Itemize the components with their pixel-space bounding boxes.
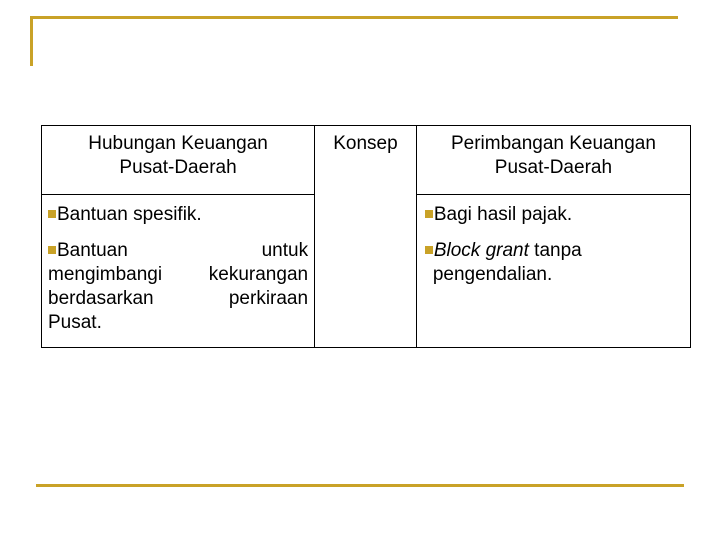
item-first-word: Bantuan (57, 204, 128, 225)
left-header-line-2: Pusat-Daerah (119, 157, 237, 178)
square-bullet-icon (48, 210, 56, 218)
item-line: mengimbangi kekurangan (48, 264, 309, 285)
square-bullet-icon (48, 246, 56, 254)
middle-header-text: Konsep (333, 133, 398, 154)
comparison-table (41, 125, 691, 348)
left-decorative-line (30, 16, 33, 66)
item-rest: hasil pajak. (471, 204, 573, 225)
list-item (425, 203, 684, 227)
list-item (48, 203, 308, 227)
item-line: berdasarkan perkiraan (48, 288, 309, 309)
right-column-header (416, 126, 690, 195)
table-header-row (42, 126, 691, 195)
square-bullet-icon (425, 246, 433, 254)
item-first-word: Bantuan (57, 240, 128, 261)
list-item (48, 239, 308, 335)
list-item (425, 239, 684, 287)
item-last-line: Pusat. (48, 312, 102, 333)
item-line: pengendalian. (432, 264, 553, 285)
square-bullet-icon (425, 210, 433, 218)
right-header-line-2: Pusat-Daerah (494, 157, 613, 178)
item-rest: spesifik. (127, 204, 202, 225)
bottom-decorative-line (36, 484, 684, 487)
item-rest: tanpa (528, 240, 582, 261)
left-header-line-1: Hubungan Keuangan (88, 133, 268, 154)
middle-column-header (315, 126, 417, 348)
right-column-body (416, 195, 690, 348)
item-first-line-end: untuk (261, 240, 309, 261)
item-italic-rest: grant (480, 240, 529, 261)
item-italic-word: Block (433, 240, 481, 261)
top-decorative-line (30, 16, 678, 19)
right-header-line-1: Perimbangan Keuangan (450, 133, 656, 154)
item-first-word: Bagi (433, 204, 472, 225)
left-column-header (42, 126, 315, 195)
left-column-body (42, 195, 315, 348)
